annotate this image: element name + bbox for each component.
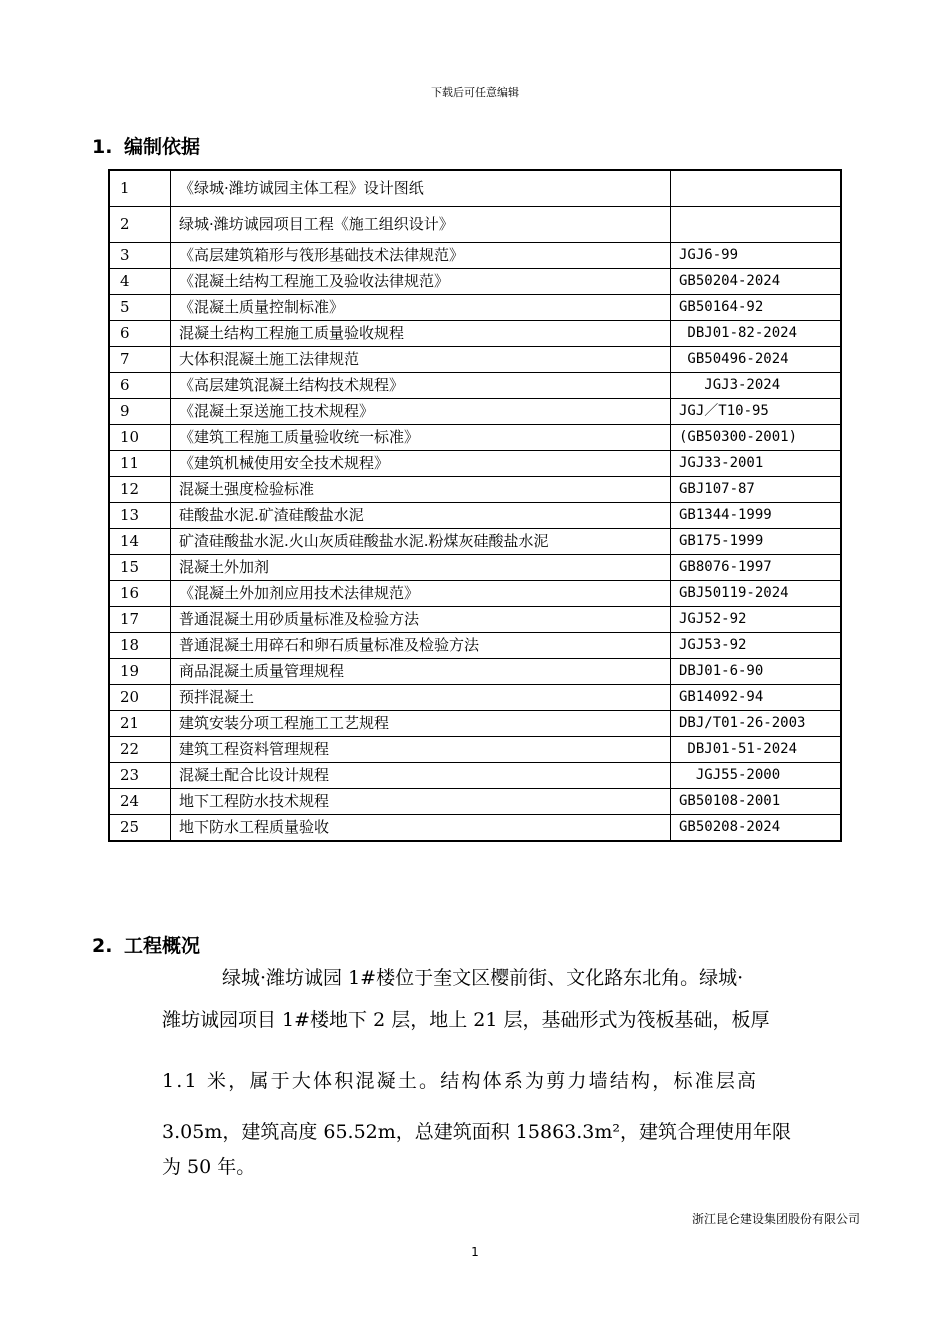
table-row [109,789,841,815]
row-index-cell: 4 [109,269,171,295]
row-index-cell: 15 [109,555,171,581]
table-row [109,737,841,763]
document-title-cell: 建筑安装分项工程施工工艺规程 [171,711,671,737]
table-row [109,711,841,737]
standard-code-cell: DBJ01-6-90 [671,659,842,685]
table-row [109,451,841,477]
standard-code-cell: GBJ50119-2024 [671,581,842,607]
row-index-cell: 24 [109,789,171,815]
document-title-cell: 地下工程防水技术规程 [171,789,671,815]
table-row [109,477,841,503]
section-number: 2. [92,935,113,957]
table-row [109,170,841,207]
standard-code-cell: GB50164-92 [671,295,842,321]
table-row [109,633,841,659]
overview-line-2: 潍坊诚园项目 1#楼地下 2 层，地上 21 层，基础形式为筏板基础，板厚 [162,1009,770,1031]
row-index-cell: 19 [109,659,171,685]
document-title-cell: 地下防水工程质量验收 [171,815,671,842]
standard-code-cell: JGJ52-92 [671,607,842,633]
row-index-cell: 22 [109,737,171,763]
document-title-cell: 预拌混凝土 [171,685,671,711]
table-row [109,347,841,373]
table-row [109,815,841,842]
document-title-cell: 《高层建筑箱形与筏形基础技术法律规范》 [171,243,671,269]
table-row [109,607,841,633]
page-number: 1 [471,1245,479,1259]
document-title-cell: 《建筑工程施工质量验收统一标准》 [171,425,671,451]
table-row [109,503,841,529]
standard-code-cell: JGJ33-2001 [671,451,842,477]
standard-code-cell: GB14092-94 [671,685,842,711]
row-index-cell: 6 [109,373,171,399]
standard-code-cell: GB1344-1999 [671,503,842,529]
row-index-cell: 7 [109,347,171,373]
row-index-cell: 11 [109,451,171,477]
row-index-cell: 2 [109,207,171,243]
row-index-cell: 23 [109,763,171,789]
row-index-cell: 9 [109,399,171,425]
row-index-cell: 10 [109,425,171,451]
basis-table-body [109,170,841,841]
overview-line-4: 3.05m，建筑高度 65.52m，总建筑面积 15863.3m²，建筑合理使用年限 [162,1121,792,1143]
section-title: 工程概况 [124,935,201,957]
standard-code-cell: JGJ3-2024 [671,373,842,399]
table-row [109,243,841,269]
document-title-cell: 普通混凝土用砂质量标准及检验方法 [171,607,671,633]
document-title-cell: 混凝土配合比设计规程 [171,763,671,789]
document-title-cell: 混凝土结构工程施工质量验收规程 [171,321,671,347]
table-row [109,581,841,607]
section-heading-overview [92,931,200,958]
document-title-cell: 《混凝土结构工程施工及验收法律规范》 [171,269,671,295]
document-title-cell: 建筑工程资料管理规程 [171,737,671,763]
table-row [109,373,841,399]
footer-company: 浙江昆仑建设集团股份有限公司 [691,1212,860,1226]
section-title: 编制依据 [124,136,201,158]
table-row [109,763,841,789]
document-title-cell: 混凝土强度检验标准 [171,477,671,503]
standard-code-cell: (GB50300-2001) [671,425,842,451]
table-row [109,685,841,711]
document-title-cell: 《混凝土质量控制标准》 [171,295,671,321]
table-row [109,555,841,581]
standard-code-cell: JGJ55-2000 [671,763,842,789]
table-row [109,425,841,451]
document-title-cell: 大体积混凝土施工法律规范 [171,347,671,373]
section-number: 1. [92,136,113,158]
row-index-cell: 25 [109,815,171,842]
row-index-cell: 1 [109,170,171,207]
overview-line-3: 1.1 米，属于大体积混凝土。结构体系为剪力墙结构，标准层高 [162,1070,759,1092]
row-index-cell: 16 [109,581,171,607]
document-title-cell: 混凝土外加剂 [171,555,671,581]
standard-code-cell: GB50108-2001 [671,789,842,815]
standard-code-cell: GB8076-1997 [671,555,842,581]
table-row [109,295,841,321]
document-title-cell: 商品混凝土质量管理规程 [171,659,671,685]
standard-code-cell: JGJ6-99 [671,243,842,269]
row-index-cell: 12 [109,477,171,503]
standard-code-cell: DBJ01-51-2024 [671,737,842,763]
standard-code-cell: GB50496-2024 [671,347,842,373]
document-title-cell: 普通混凝土用碎石和卵石质量标准及检验方法 [171,633,671,659]
document-title-cell: 《高层建筑混凝土结构技术规程》 [171,373,671,399]
standard-code-cell: JGJ／T10-95 [671,399,842,425]
standard-code-cell: GB50208-2024 [671,815,842,842]
standard-code-cell: DBJ01-82-2024 [671,321,842,347]
row-index-cell: 13 [109,503,171,529]
row-index-cell: 6 [109,321,171,347]
page-header: 下载后可任意编辑 [431,86,519,99]
row-index-cell: 14 [109,529,171,555]
document-title-cell: 《混凝土外加剂应用技术法律规范》 [171,581,671,607]
document-title-cell: 《建筑机械使用安全技术规程》 [171,451,671,477]
table-row [109,321,841,347]
document-title-cell: 《混凝土泵送施工技术规程》 [171,399,671,425]
row-index-cell: 17 [109,607,171,633]
table-row [109,269,841,295]
standard-code-cell: JGJ53-92 [671,633,842,659]
document-title-cell: 绿城·潍坊诚园项目工程《施工组织设计》 [171,207,671,243]
document-title-cell: 矿渣硅酸盐水泥.火山灰质硅酸盐水泥.粉煤灰硅酸盐水泥 [171,529,671,555]
standard-code-cell: DBJ/T01-26-2003 [671,711,842,737]
standard-code-cell: GBJ107-87 [671,477,842,503]
standard-code-cell [671,207,842,243]
document-title-cell: 硅酸盐水泥.矿渣硅酸盐水泥 [171,503,671,529]
row-index-cell: 3 [109,243,171,269]
standard-code-cell [671,170,842,207]
row-index-cell: 21 [109,711,171,737]
overview-line-5: 为 50 年。 [162,1156,256,1178]
table-row [109,207,841,243]
standard-code-cell: GB175-1999 [671,529,842,555]
table-row [109,659,841,685]
document-title-cell: 《绿城·潍坊诚园主体工程》设计图纸 [171,170,671,207]
standard-code-cell: GB50204-2024 [671,269,842,295]
basis-table [108,169,842,842]
row-index-cell: 18 [109,633,171,659]
table-row [109,399,841,425]
row-index-cell: 20 [109,685,171,711]
section-heading-basis [92,132,200,159]
overview-line-1: 绿城·潍坊诚园 1#楼位于奎文区樱前街、文化路东北角。绿城· [222,967,744,989]
table-row [109,529,841,555]
row-index-cell: 5 [109,295,171,321]
